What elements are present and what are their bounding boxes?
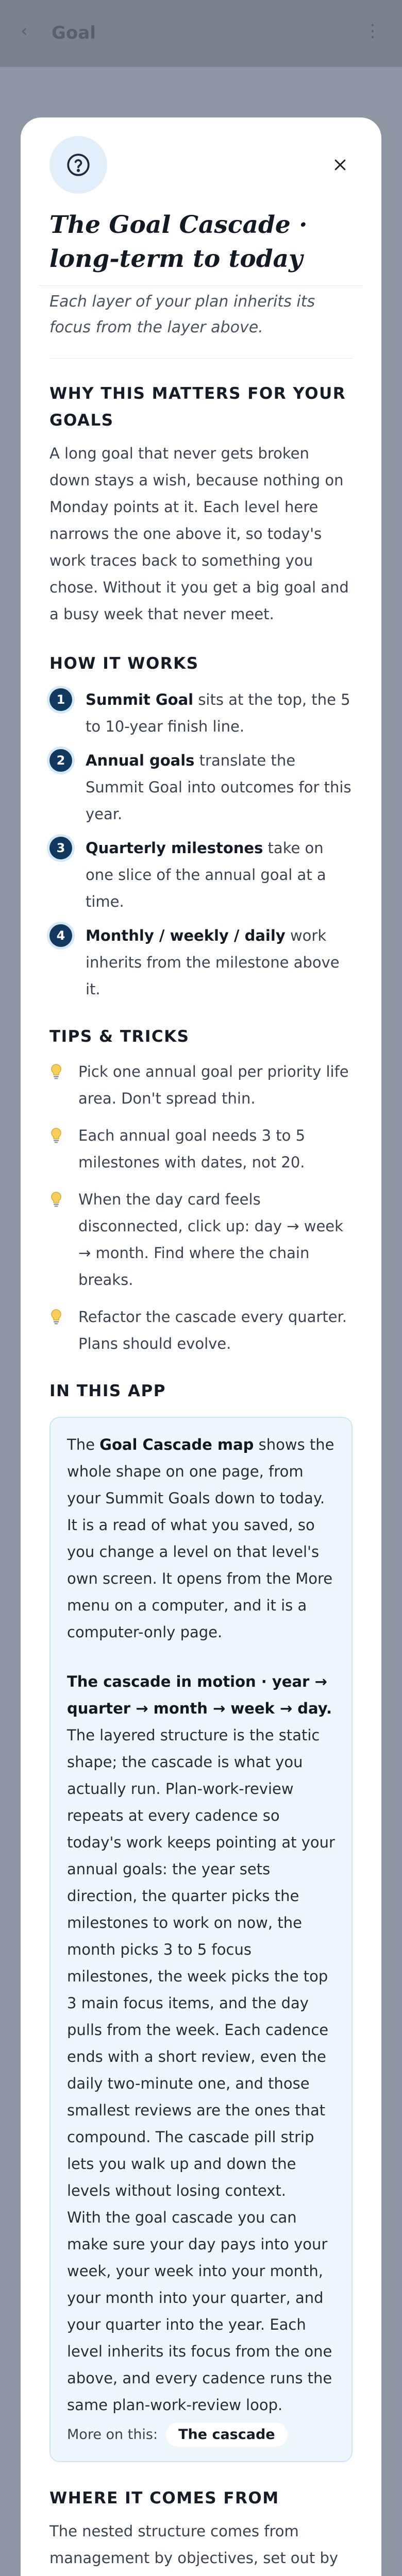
section-how bbox=[49, 650, 353, 1003]
step-number: 3 bbox=[49, 837, 72, 859]
help-circle-icon bbox=[49, 136, 107, 194]
section-heading: HOW IT WORKS bbox=[49, 654, 199, 673]
lightbulb-icon bbox=[49, 1191, 63, 1208]
text-run: The layered structure is the static shape; the cascade is what you actually run. Plan-work-review repeats at every cadence so today's work keeps pointing at your annual goals: the year sets direction, the quarter picks the milestones to work on now, the month picks 3 to 5 focus milestones, the week picks the top 3 main focus items, and the day pulls from the week. Each cadence ends with a short review, even the daily two-minute one, and those smallest reviews are the ones that compound. The cascade pill strip lets you walk up and down the levels without losing context. bbox=[67, 1726, 335, 2199]
tip-text: Each annual goal needs 3 to 5 milestones with dates, not 20. bbox=[78, 1127, 306, 1171]
step-title: Summit Goal bbox=[86, 691, 194, 708]
more-on-this-row bbox=[67, 2422, 337, 2447]
in-app-paragraph bbox=[67, 1431, 337, 1646]
title-divider bbox=[39, 285, 363, 286]
feature-name: The cascade in motion · year → quarter → month → week → day. bbox=[67, 1673, 332, 1717]
step-number: 1 bbox=[49, 688, 72, 711]
dialog-title: The Goal Cascade · long-term to today bbox=[49, 211, 308, 273]
section-heading: WHY THIS MATTERS FOR YOUR GOALS bbox=[49, 384, 346, 430]
section-why bbox=[49, 380, 353, 628]
in-app-panel bbox=[49, 1417, 353, 2462]
back-icon: ‹ bbox=[21, 21, 28, 41]
lightbulb-icon bbox=[49, 1127, 63, 1144]
section-heading: WHERE IT COMES FROM bbox=[49, 2489, 279, 2507]
step-number: 4 bbox=[49, 924, 72, 947]
step-description: translate the Summit Goal into outcomes for this year. bbox=[86, 752, 351, 823]
lightbulb-icon bbox=[49, 1309, 63, 1325]
tip-item bbox=[49, 1303, 353, 1357]
background-page-title: Goal bbox=[52, 23, 96, 43]
close-icon bbox=[332, 157, 348, 173]
goal-cascade-help-dialog bbox=[21, 117, 381, 2576]
tip-item bbox=[49, 1186, 353, 1293]
section-origin bbox=[49, 2485, 353, 2576]
step-item bbox=[49, 835, 353, 915]
step-number: 2 bbox=[49, 749, 72, 772]
tip-text: Refactor the cascade every quarter. Plans should evolve. bbox=[78, 1308, 347, 1352]
background-app-header bbox=[0, 0, 402, 67]
in-app-paragraph: With the goal cascade you can make sure your day pays into your week, your week into your month, your month into your quarter, and your quarter into the year. Each level inherits its focus from the one above, and every cadence runs the same plan-work-review loop. bbox=[67, 2209, 332, 2414]
feature-name: Goal Cascade map bbox=[99, 1436, 254, 1453]
tip-item bbox=[49, 1122, 353, 1176]
step-item bbox=[49, 922, 353, 1003]
step-description: take on one slice of the annual goal at a time. bbox=[86, 839, 326, 910]
tip-text: Pick one annual goal per priority life area. Don't spread thin. bbox=[78, 1063, 349, 1107]
cascade-link-chip[interactable]: The cascade bbox=[166, 2422, 288, 2447]
in-app-paragraph bbox=[67, 1668, 337, 2204]
subtitle-divider bbox=[49, 358, 353, 359]
step-title: Monthly / weekly / daily bbox=[86, 927, 286, 944]
step-description: work inherits from the milestone above it. bbox=[86, 927, 340, 998]
more-on-this-label: More on this: bbox=[67, 2427, 158, 2443]
close-button[interactable] bbox=[327, 151, 354, 178]
more-menu-icon: ⋮ bbox=[364, 21, 381, 41]
step-item bbox=[49, 747, 353, 827]
section-tips bbox=[49, 1023, 353, 1357]
step-description: sits at the top, the 5 to 10-year finish line. bbox=[86, 691, 350, 735]
tip-text: When the day card feels disconnected, click up: day → week → month. Find where the chain breaks. bbox=[78, 1191, 343, 1289]
text-run: The bbox=[67, 1436, 100, 1453]
section-heading: TIPS & TRICKS bbox=[49, 1027, 190, 1046]
text-run: The nested structure comes from management by objectives, set out by bbox=[49, 2522, 339, 2567]
why-text: A long goal that never gets broken down stays a wish, because nothing on Monday points at it. Each level here narrows the one above it, so today's work traces back to something you chose. Without it you get a big goal and a busy week that never meet. bbox=[49, 445, 349, 623]
lightbulb-icon bbox=[49, 1063, 63, 1080]
dialog-content bbox=[49, 208, 353, 2576]
dialog-subtitle: Each layer of your plan inherits its focus from the layer above. bbox=[49, 293, 315, 336]
section-in-app bbox=[49, 1378, 353, 2462]
step-item bbox=[49, 686, 353, 740]
section-heading: IN THIS APP bbox=[49, 1382, 166, 1400]
origin-text bbox=[49, 2518, 353, 2576]
tip-item bbox=[49, 1058, 353, 1112]
text-run: shows the whole shape on one page, from your Summit Goals down to today. It is a read of what you saved, so you change a level on that level's own screen. It opens from the More menu on a computer, and it is a computer-only page. bbox=[67, 1436, 334, 1641]
step-title: Annual goals bbox=[86, 752, 195, 769]
step-title: Quarterly milestones bbox=[86, 839, 263, 857]
